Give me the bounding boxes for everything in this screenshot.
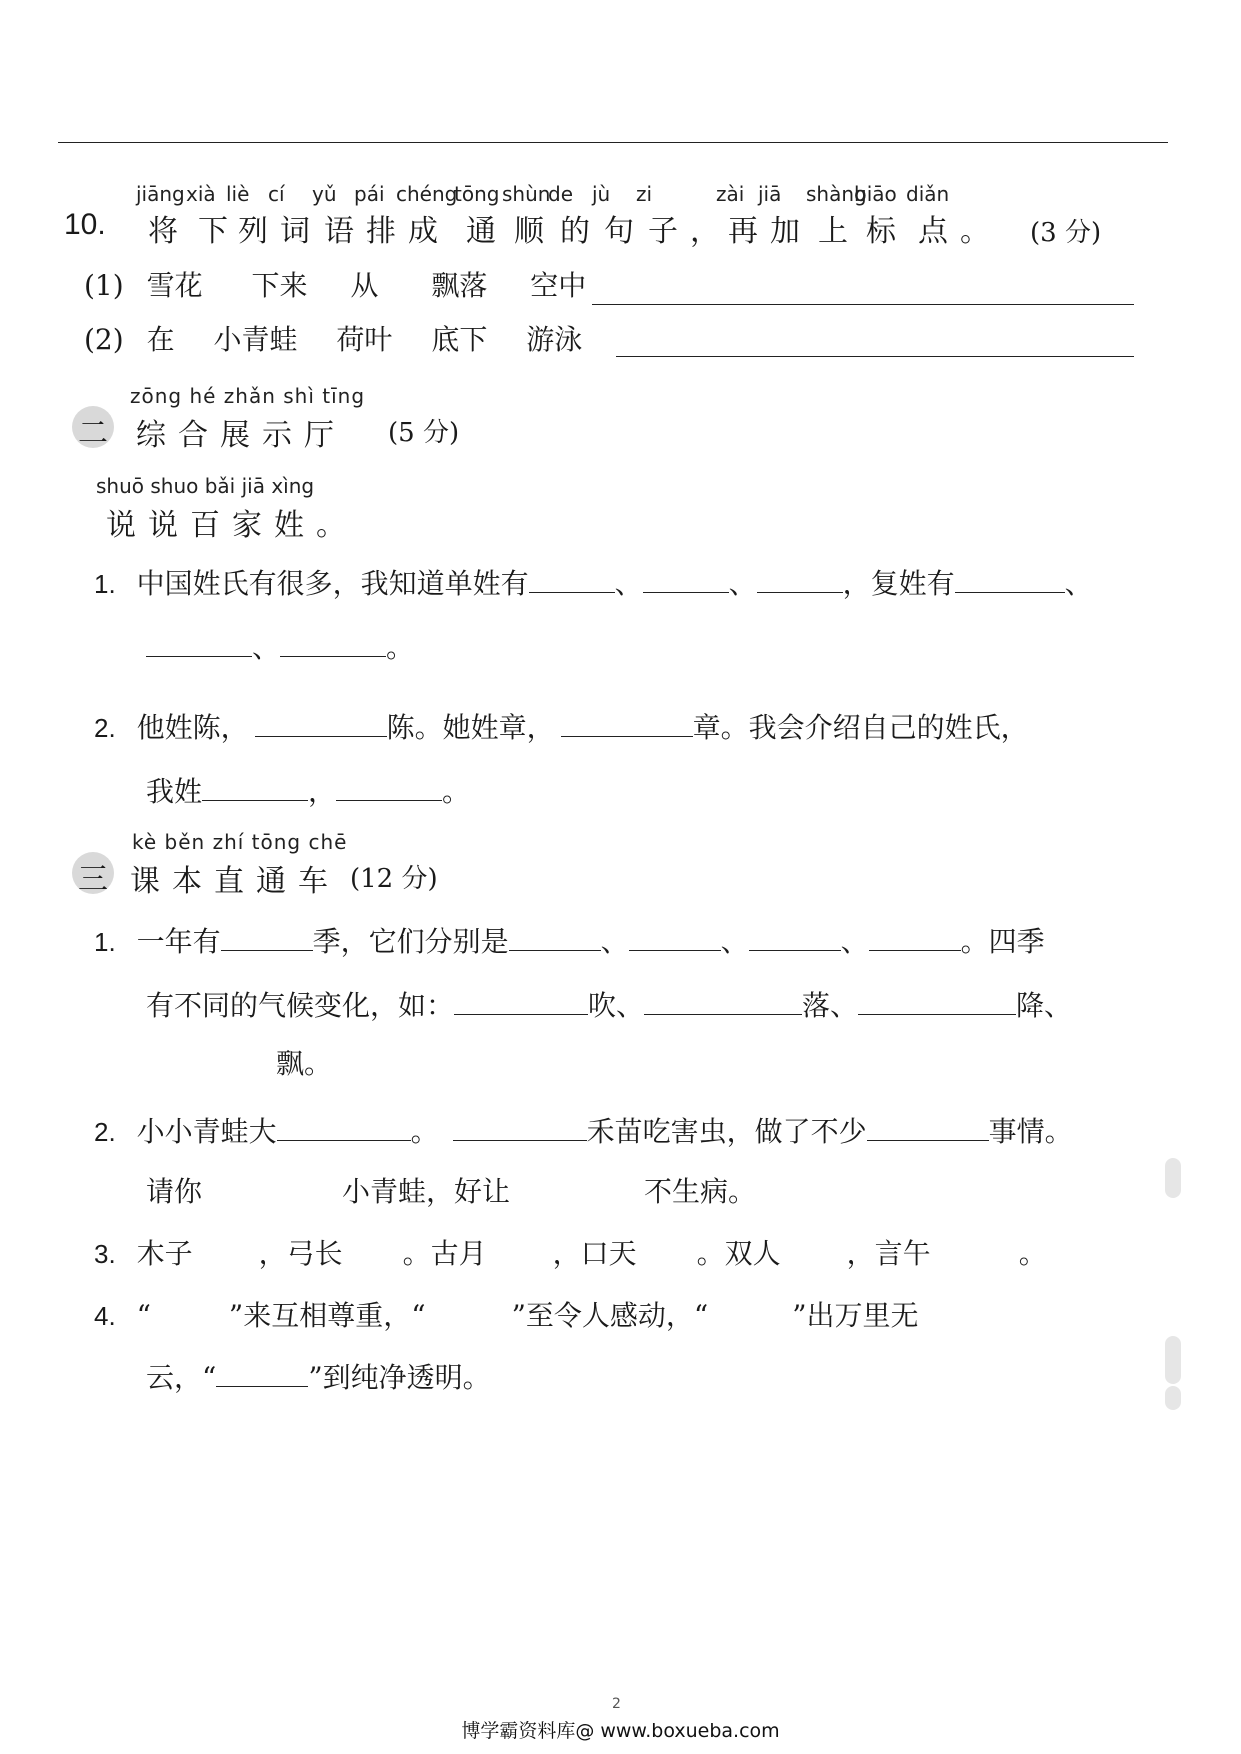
text: 禾苗吃害虫，做了不少 [586,1115,867,1148]
text: 木子 [136,1237,193,1270]
word: 底下 [431,323,488,356]
text: ， [308,775,337,808]
q10-number: 10. [64,208,106,241]
q10-char: 子 [648,214,678,249]
blank[interactable] [202,772,308,801]
q10-char: 将 [148,214,178,249]
text: 、 [728,567,757,600]
text: 。四季 [960,925,1045,958]
text: 章。我会介绍自己的姓氏， [692,711,1029,744]
s2-q1-line2 [146,626,414,666]
text: ，复姓有 [842,567,955,600]
text: 我姓 [146,775,203,808]
q10-pinyin-syllable: shùn [502,182,551,206]
word: 荷叶 [336,323,393,356]
q10-pinyin-syllable: de [548,182,573,206]
blank[interactable] [255,708,387,737]
blank[interactable] [643,564,729,593]
text: “ [136,1299,151,1332]
text: 。 [410,1115,439,1148]
s2-q1-number: 1. [94,569,116,599]
sub-title-pinyin: shuō shuo bǎi jiā xìng [96,474,315,498]
s3-q1-number: 1. [94,927,116,957]
q10-pinyin-syllable: zài [716,182,745,206]
blank[interactable] [637,1234,697,1263]
text: 吹、 [588,989,645,1022]
text: ”来互相尊重，“ [228,1299,426,1332]
section-2-number: 二 [78,416,108,451]
s3-q2-number: 2. [94,1117,116,1147]
blank[interactable] [708,1296,792,1325]
answer-line-2[interactable] [616,356,1134,357]
s2-q1-line1 [94,562,1093,602]
blank[interactable] [955,564,1065,593]
q10-pinyin-syllable: liè [226,182,250,206]
q10-char: 排 [366,214,396,249]
section-2-pinyin: zōng hé zhǎn shì tīng [130,384,366,408]
text: 小小青蛙大 [136,1115,277,1148]
blank[interactable] [454,986,588,1015]
q10-pinyin-syllable: pái [354,182,385,206]
s3-q4-line2 [146,1356,491,1396]
q10-item-1-label: (1) [84,269,124,302]
text: 季，它们分别是 [312,925,509,958]
blank[interactable] [221,922,313,951]
blank[interactable] [151,1296,229,1325]
word: 飘落 [431,269,488,302]
q10-char: 成 [408,214,438,249]
text: ”到纯净透明。 [308,1361,491,1394]
q10-pinyin-syllable: jiāng [136,182,185,206]
s3-q1-line2 [146,984,1072,1024]
blank[interactable] [629,922,721,951]
blank[interactable] [426,1296,512,1325]
blank[interactable] [858,986,1016,1015]
text: 。 [1018,1237,1047,1270]
blank[interactable] [146,628,252,657]
word: 在 [146,323,175,356]
q10-char: 句 [604,214,634,249]
text: 、 [720,925,749,958]
blank[interactable] [931,1234,1019,1263]
text: 中国姓氏有很多，我知道单姓有 [136,567,529,600]
text: 。古月 [402,1237,487,1270]
q10-char: 顺 [514,214,544,249]
text: 事情。 [988,1115,1073,1148]
s3-q4-number: 4. [94,1301,116,1331]
blank[interactable] [146,1044,276,1073]
word: 雪花 [146,269,203,302]
q10-char: 的 [560,214,590,249]
word: 游泳 [526,323,583,356]
section-3-title: 课本直通车 [130,864,340,899]
blank[interactable] [867,1112,989,1141]
text: 他姓陈， [136,711,249,744]
q10-pinyin-syllable: zi [636,182,653,206]
blank[interactable] [749,922,841,951]
q10-score: (3 分) [1030,218,1102,248]
section-2-score: (5 分) [388,418,460,448]
sub-title: 说说百家姓。 [106,508,358,543]
text: 降、 [1016,989,1073,1022]
word: 小青蛙 [213,323,298,356]
word: 空中 [530,269,587,302]
text: 、 [840,925,869,958]
q10-char: 上 [818,214,848,249]
text: 、 [252,631,281,664]
blank[interactable] [343,1234,403,1263]
q10-pinyin-syllable: diǎn [906,182,950,206]
q10-char: 。 [960,214,990,249]
text: 。 [386,631,415,664]
text: ”至令人感动，“ [511,1299,709,1332]
s2-q2-number: 2. [94,713,116,743]
text: 、 [1064,567,1093,600]
text: 请你 [146,1175,203,1208]
q10-char: 列 [238,214,268,249]
blank[interactable] [781,1234,847,1263]
q10-char: 下 [198,214,228,249]
text: 。 [442,775,471,808]
blank[interactable] [277,1112,411,1141]
q10-char: ， [690,214,720,249]
q10-item-2 [84,318,582,358]
text: 一年有 [136,925,221,958]
q10-pinyin-syllable: biāo [854,182,897,206]
text: ，口天 [552,1237,637,1270]
s3-q2-line1 [94,1110,1073,1150]
s3-q4-line1 [94,1294,919,1334]
blank[interactable] [453,1112,587,1141]
text: ，弓长 [258,1237,343,1270]
word: 下来 [251,269,308,302]
text: 不生病。 [644,1175,757,1208]
q10-pinyin-syllable: chéng [396,182,458,206]
blank[interactable] [487,1234,553,1263]
s3-q1-line1 [94,920,1045,960]
text: 陈。她姓章， [386,711,555,744]
word: 从 [350,269,379,302]
q10-pinyin-syllable: tōng [454,182,500,206]
q10-item-2-label: (2) [84,323,124,356]
q10-char: 通 [466,214,496,249]
s3-q3-line [94,1232,1047,1272]
scan-mark [1165,1336,1181,1384]
page-number: 2 [612,1696,621,1712]
q10-char: 加 [770,214,800,249]
blank[interactable] [510,1172,644,1201]
text: 有不同的气候变化，如： [146,989,455,1022]
q10-char: 点 [918,214,948,249]
q10-char: 语 [324,214,354,249]
q10-pinyin-syllable: jiā [758,182,782,206]
text: 落、 [802,989,859,1022]
blank[interactable] [509,922,601,951]
section-3-score: (12 分) [350,864,438,894]
s3-q2-line2 [146,1170,756,1210]
q10-char: 词 [280,214,310,249]
blank[interactable] [193,1234,259,1263]
blank[interactable] [757,564,843,593]
s2-q2-line1 [94,706,1029,746]
blank[interactable] [280,628,386,657]
text: ”出万里无 [792,1299,919,1332]
text: 云，“ [146,1361,217,1394]
blank[interactable] [336,772,442,801]
text: ，言午 [846,1237,931,1270]
answer-line-1[interactable] [592,304,1134,305]
text: 。双人 [696,1237,781,1270]
blank[interactable] [869,922,961,951]
section-2-title: 综合展示厅 [136,418,346,453]
q10-char: 标 [866,214,896,249]
q10-pinyin-syllable: cí [268,182,285,206]
section-3-number: 三 [78,862,108,897]
q10-item-1 [84,264,586,304]
q10-pinyin-syllable: yǔ [312,182,337,206]
s2-q2-line2 [146,770,470,810]
blank[interactable] [644,986,802,1015]
footer-watermark: 博学霸资料库@ www.boxueba.com [461,1720,780,1742]
text: 飘。 [276,1047,333,1080]
section-3-pinyin: kè běn zhí tōng chē [132,830,348,854]
blank[interactable] [202,1172,342,1201]
text: 、 [614,567,643,600]
q10-pinyin-syllable: xià [186,182,216,206]
s3-q3-number: 3. [94,1239,116,1269]
blank[interactable] [529,564,615,593]
blank[interactable] [216,1358,308,1387]
q10-pinyin-syllable: shàng [806,182,867,206]
q10-pinyin-syllable: jù [592,182,611,206]
blank[interactable] [561,708,693,737]
text: 小青蛙，好让 [342,1175,511,1208]
top-rule [58,142,1168,143]
s3-q1-line3 [146,1042,332,1082]
scan-mark [1165,1386,1181,1410]
scan-mark [1165,1158,1181,1198]
q10-char: 再 [728,214,758,249]
text: 、 [600,925,629,958]
